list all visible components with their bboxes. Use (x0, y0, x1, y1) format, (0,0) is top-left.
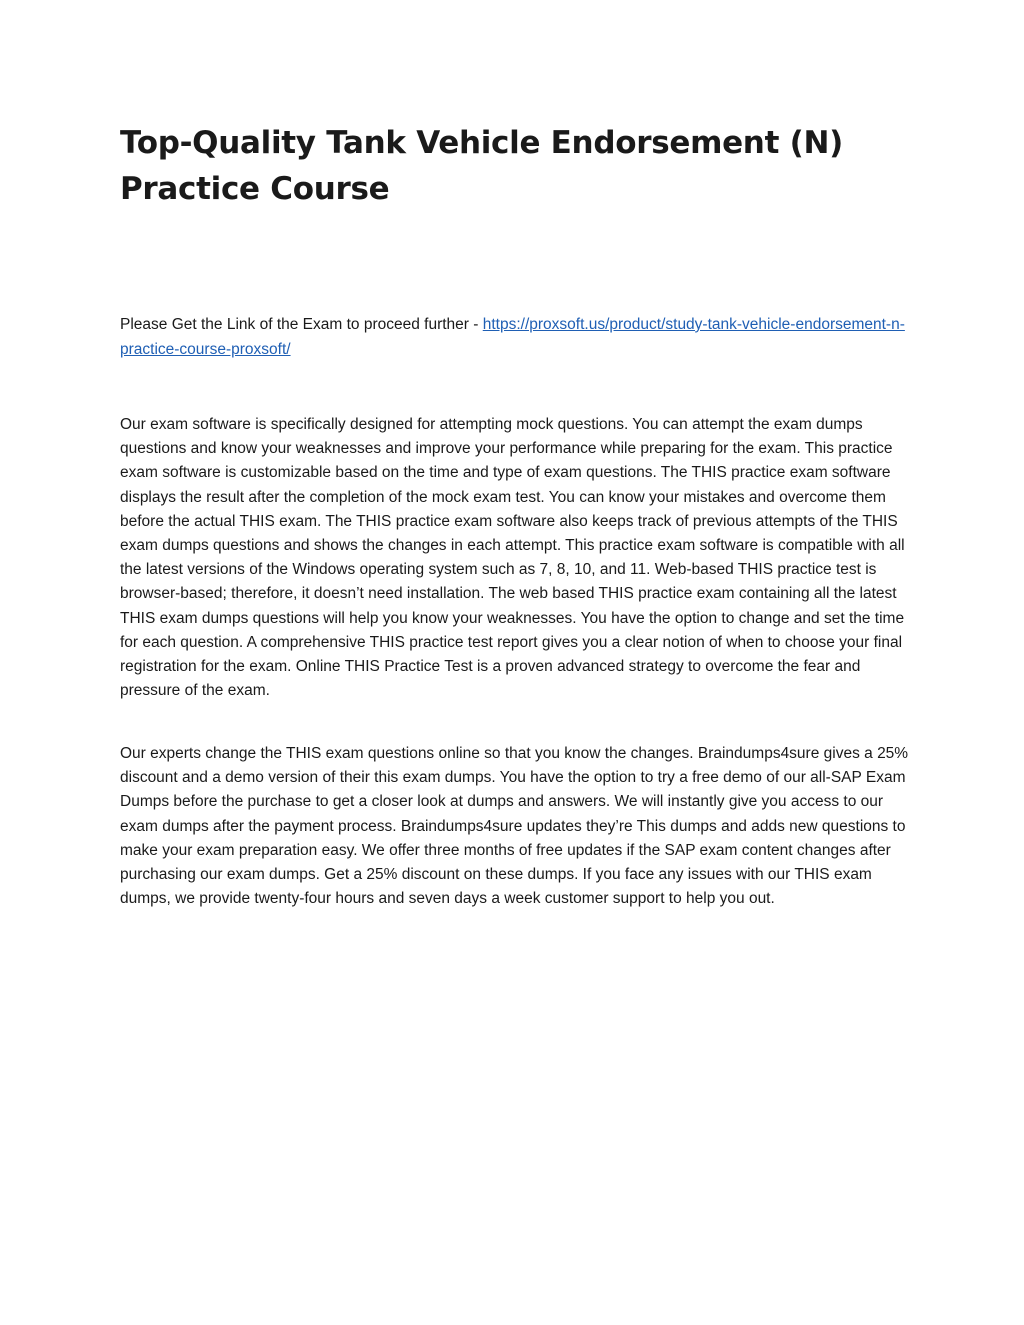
page-title: Top-Quality Tank Vehicle Endorsement (N) Practice Course (120, 125, 843, 207)
body-paragraph-2: Our experts change the THIS exam questions online so that you know the changes. Braindumps4sure gives a 25% discount and a demo version of their this exam dumps. You have the option to try a free demo of our all-SAP Exam Dumps before the purchase to get a closer look at dumps and answers. We will instantly give you access to our exam dumps after the payment process. Braindumps4sure updates they’re This dumps and adds new questions to make your exam preparation easy. We offer three months of free updates if the SAP exam content changes after purchasing our exam dumps. Get a 25% discount on these dumps. If you face any issues with our THIS exam dumps, we provide twenty-four hours and seven days a week customer support to help you out. (120, 745, 909, 908)
exam-link[interactable]: https://proxsoft.us/product/study-tank-vehicle-endorsement-n-practice-course-proxsoft/ (120, 316, 905, 358)
exam-link-paragraph (120, 313, 910, 362)
body-paragraph-1: Our exam software is specifically designed for attempting mock questions. You can attempt the exam dumps questions and know your weaknesses and improve your performance while preparing for the exam. This practice exam software is customizable based on the time and type of exam questions. The THIS practice exam software displays the result after the completion of the mock exam test. You can know your mistakes and overcome them before the actual THIS exam. The THIS practice exam software also keeps track of previous attempts of the THIS exam dumps questions and shows the changes in each attempt. This practice exam software is compatible with all the latest versions of the Windows operating system such as 7, 8, 10, and 11. Web-based THIS practice test is browser-based; therefore, it doesn’t need installation. The web based THIS practice exam containing all the latest THIS exam dumps questions will help you know your weaknesses. You have the option to change and set the time for each question. A comprehensive THIS practice test report gives you a clear notion of when to choose your final registration for the exam. Online THIS Practice Test is a proven advanced strategy to overcome the fear and pressure of the exam. (120, 416, 905, 700)
link-prompt-text: Please Get the Link of the Exam to proceed further - (120, 316, 483, 333)
